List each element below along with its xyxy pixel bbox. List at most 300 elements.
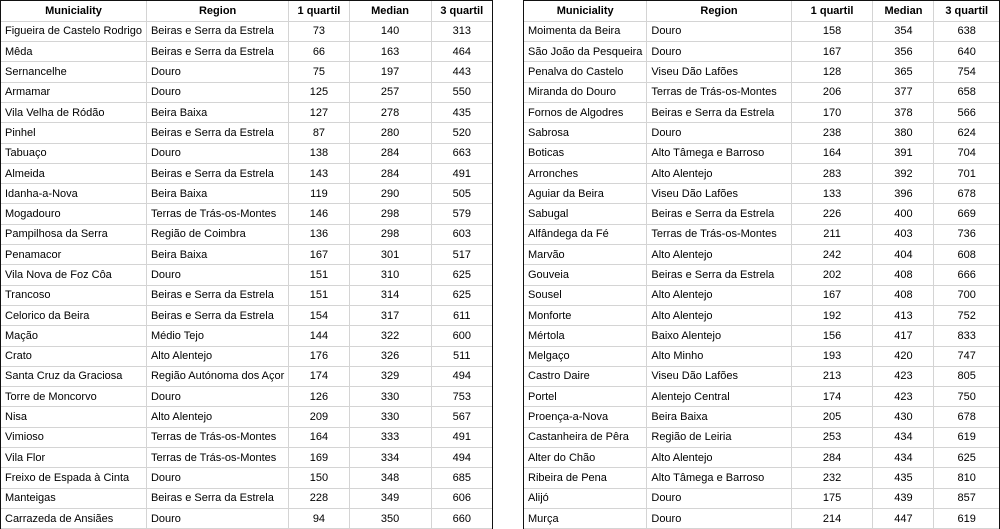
cell-region[interactable]: Alto Alentejo	[647, 285, 791, 305]
cell-region[interactable]: Baixo Alentejo	[647, 326, 791, 346]
cell-q3[interactable]: 464	[431, 42, 492, 62]
cell-median[interactable]: 257	[349, 82, 431, 102]
cell-municipality[interactable]: Alter do Chão	[524, 448, 647, 468]
table-row	[1, 508, 492, 528]
cell-median[interactable]: 197	[349, 62, 431, 82]
cell-q3[interactable]: 754	[934, 62, 999, 82]
cell-region[interactable]: Viseu Dão Lafões	[647, 184, 791, 204]
header-row	[1, 1, 492, 21]
cell-region[interactable]: Região de Coimbra	[146, 224, 288, 244]
cell-region[interactable]: Beira Baixa	[146, 102, 288, 122]
cell-municipality[interactable]: Aguiar da Beira	[524, 184, 647, 204]
table-row	[524, 407, 999, 427]
cell-municipality[interactable]: Sabrosa	[524, 123, 647, 143]
cell-region[interactable]: Beiras e Serra da Estrela	[146, 488, 288, 508]
cell-median[interactable]: 378	[873, 102, 934, 122]
cell-q1[interactable]: 167	[791, 42, 873, 62]
cell-q1[interactable]: 232	[791, 468, 873, 488]
cell-region[interactable]: Beiras e Serra da Estrela	[146, 305, 288, 325]
cell-municipality[interactable]: Sabugal	[524, 204, 647, 224]
table-row	[524, 102, 999, 122]
cell-region[interactable]: Região de Leiria	[647, 427, 791, 447]
cell-municipality[interactable]: Almeida	[1, 163, 146, 183]
cell-q3[interactable]: 494	[431, 448, 492, 468]
cell-municipality[interactable]: Vimioso	[1, 427, 146, 447]
cell-median[interactable]: 439	[873, 488, 934, 508]
cell-q3[interactable]: 701	[934, 163, 999, 183]
cell-q3[interactable]: 663	[431, 143, 492, 163]
cell-q1[interactable]: 164	[289, 427, 349, 447]
cell-q1[interactable]: 174	[791, 387, 873, 407]
cell-region[interactable]: Beiras e Serra da Estrela	[146, 123, 288, 143]
table-row	[524, 366, 999, 386]
cell-q3[interactable]: 567	[431, 407, 492, 427]
cell-municipality[interactable]: Celorico da Beira	[1, 305, 146, 325]
cell-q3[interactable]: 833	[934, 326, 999, 346]
column-header-region[interactable]: Region	[146, 1, 288, 21]
cell-median[interactable]: 354	[873, 21, 934, 41]
column-header-q1[interactable]: 1 quartil	[289, 1, 349, 21]
cell-q3[interactable]: 658	[934, 82, 999, 102]
cell-q3[interactable]: 857	[934, 488, 999, 508]
cell-municipality[interactable]: Boticas	[524, 143, 647, 163]
table-row	[524, 123, 999, 143]
cell-municipality[interactable]: Fornos de Algodres	[524, 102, 647, 122]
table-row	[524, 21, 999, 41]
cell-region[interactable]: Alto Alentejo	[647, 448, 791, 468]
cell-q1[interactable]: 143	[289, 163, 349, 183]
cell-municipality[interactable]: Ribeira de Pena	[524, 468, 647, 488]
cell-region[interactable]: Beira Baixa	[146, 245, 288, 265]
table-row	[1, 245, 492, 265]
cell-q3[interactable]: 600	[431, 326, 492, 346]
cell-q3[interactable]: 810	[934, 468, 999, 488]
cell-region[interactable]: Douro	[146, 265, 288, 285]
cell-region[interactable]: Alto Alentejo	[647, 305, 791, 325]
cell-q1[interactable]: 94	[289, 508, 349, 528]
cell-median[interactable]: 284	[349, 143, 431, 163]
table-row	[1, 468, 492, 488]
cell-median[interactable]: 434	[873, 448, 934, 468]
cell-region[interactable]: Douro	[647, 508, 791, 528]
cell-q1[interactable]: 146	[289, 204, 349, 224]
cell-q1[interactable]: 75	[289, 62, 349, 82]
cell-median[interactable]: 417	[873, 326, 934, 346]
cell-median[interactable]: 430	[873, 407, 934, 427]
cell-municipality[interactable]: Castro Daire	[524, 366, 647, 386]
column-header-municipality[interactable]: Municiality	[524, 1, 647, 21]
cell-region[interactable]: Viseu Dão Lafões	[647, 62, 791, 82]
cell-q3[interactable]: 747	[934, 346, 999, 366]
cell-median[interactable]: 400	[873, 204, 934, 224]
cell-municipality[interactable]: Castanheira de Pêra	[524, 427, 647, 447]
cell-region[interactable]: Douro	[146, 468, 288, 488]
table-row	[1, 163, 492, 183]
cell-q1[interactable]: 133	[791, 184, 873, 204]
table-row	[1, 326, 492, 346]
cell-region[interactable]: Douro	[146, 82, 288, 102]
cell-municipality[interactable]: Tabuaço	[1, 143, 146, 163]
cell-municipality[interactable]: Marvão	[524, 245, 647, 265]
cell-q1[interactable]: 214	[791, 508, 873, 528]
cell-region[interactable]: Região Autónoma dos Açor	[146, 366, 288, 386]
cell-municipality[interactable]: Manteigas	[1, 488, 146, 508]
cell-q3[interactable]: 494	[431, 366, 492, 386]
cell-median[interactable]: 290	[349, 184, 431, 204]
cell-region[interactable]: Beiras e Serra da Estrela	[647, 265, 791, 285]
cell-median[interactable]: 301	[349, 245, 431, 265]
cell-municipality[interactable]: Torre de Moncorvo	[1, 387, 146, 407]
cell-median[interactable]: 329	[349, 366, 431, 386]
cell-region[interactable]: Terras de Trás-os-Montes	[146, 204, 288, 224]
cell-q1[interactable]: 176	[289, 346, 349, 366]
cell-q3[interactable]: 638	[934, 21, 999, 41]
column-header-median[interactable]: Median	[349, 1, 431, 21]
cell-q3[interactable]: 736	[934, 224, 999, 244]
cell-municipality[interactable]: Alijó	[524, 488, 647, 508]
cell-q1[interactable]: 144	[289, 326, 349, 346]
cell-municipality[interactable]: Armamar	[1, 82, 146, 102]
cell-q3[interactable]: 678	[934, 184, 999, 204]
right-table-panel	[523, 0, 1000, 529]
cell-q1[interactable]: 151	[289, 265, 349, 285]
cell-q1[interactable]: 226	[791, 204, 873, 224]
cell-region[interactable]: Beiras e Serra da Estrela	[146, 42, 288, 62]
cell-municipality[interactable]: Sousel	[524, 285, 647, 305]
cell-q3[interactable]: 611	[431, 305, 492, 325]
cell-q3[interactable]: 443	[431, 62, 492, 82]
cell-q1[interactable]: 211	[791, 224, 873, 244]
cell-q3[interactable]: 313	[431, 21, 492, 41]
table-row	[1, 224, 492, 244]
cell-q1[interactable]: 284	[791, 448, 873, 468]
cell-q1[interactable]: 119	[289, 184, 349, 204]
cell-region[interactable]: Beiras e Serra da Estrela	[647, 204, 791, 224]
cell-region[interactable]: Douro	[146, 62, 288, 82]
cell-municipality[interactable]: Santa Cruz da Graciosa	[1, 366, 146, 386]
cell-median[interactable]: 330	[349, 407, 431, 427]
cell-region[interactable]: Terras de Trás-os-Montes	[146, 448, 288, 468]
cell-municipality[interactable]: Figueira de Castelo Rodrigo	[1, 21, 146, 41]
left-table-panel	[0, 0, 493, 529]
column-header-q3[interactable]: 3 quartil	[431, 1, 492, 21]
cell-median[interactable]: 348	[349, 468, 431, 488]
cell-region[interactable]: Beiras e Serra da Estrela	[647, 102, 791, 122]
cell-q1[interactable]: 253	[791, 427, 873, 447]
cell-median[interactable]: 392	[873, 163, 934, 183]
cell-q1[interactable]: 125	[289, 82, 349, 102]
cell-region[interactable]: Beiras e Serra da Estrela	[146, 21, 288, 41]
cell-median[interactable]: 434	[873, 427, 934, 447]
cell-municipality[interactable]: Sernancelhe	[1, 62, 146, 82]
table-row	[524, 82, 999, 102]
cell-median[interactable]: 298	[349, 224, 431, 244]
cell-q1[interactable]: 206	[791, 82, 873, 102]
cell-region[interactable]: Alto Tâmega e Barroso	[647, 143, 791, 163]
cell-median[interactable]: 163	[349, 42, 431, 62]
cell-municipality[interactable]: Miranda do Douro	[524, 82, 647, 102]
cell-municipality[interactable]: Mogadouro	[1, 204, 146, 224]
cell-municipality[interactable]: Monforte	[524, 305, 647, 325]
table-row	[1, 366, 492, 386]
cell-q1[interactable]: 283	[791, 163, 873, 183]
cell-median[interactable]: 408	[873, 265, 934, 285]
cell-municipality[interactable]: Portel	[524, 387, 647, 407]
cell-q3[interactable]: 805	[934, 366, 999, 386]
cell-median[interactable]: 423	[873, 366, 934, 386]
cell-q3[interactable]: 603	[431, 224, 492, 244]
table-row	[524, 204, 999, 224]
cell-median[interactable]: 396	[873, 184, 934, 204]
cell-median[interactable]: 298	[349, 204, 431, 224]
cell-median[interactable]: 314	[349, 285, 431, 305]
table-row	[524, 468, 999, 488]
table-row	[1, 143, 492, 163]
table-row	[1, 427, 492, 447]
cell-q3[interactable]: 685	[431, 468, 492, 488]
cell-median[interactable]: 322	[349, 326, 431, 346]
cell-municipality[interactable]: Mação	[1, 326, 146, 346]
table-row	[524, 285, 999, 305]
cell-q1[interactable]: 127	[289, 102, 349, 122]
cell-region[interactable]: Alentejo Central	[647, 387, 791, 407]
cell-municipality[interactable]: Gouveia	[524, 265, 647, 285]
cell-region[interactable]: Beiras e Serra da Estrela	[146, 285, 288, 305]
cell-q1[interactable]: 73	[289, 21, 349, 41]
cell-median[interactable]: 278	[349, 102, 431, 122]
cell-q3[interactable]: 625	[431, 265, 492, 285]
cell-q3[interactable]: 660	[431, 508, 492, 528]
cell-q3[interactable]: 619	[934, 508, 999, 528]
table-row	[524, 488, 999, 508]
cell-q1[interactable]: 136	[289, 224, 349, 244]
cell-municipality[interactable]: Vila Flor	[1, 448, 146, 468]
column-header-q3[interactable]: 3 quartil	[934, 1, 999, 21]
cell-q1[interactable]: 158	[791, 21, 873, 41]
cell-municipality[interactable]: Mêda	[1, 42, 146, 62]
cell-region[interactable]: Douro	[146, 143, 288, 163]
table-row	[1, 184, 492, 204]
cell-q1[interactable]: 170	[791, 102, 873, 122]
cell-q3[interactable]: 435	[431, 102, 492, 122]
cell-q3[interactable]: 625	[934, 448, 999, 468]
cell-q1[interactable]: 174	[289, 366, 349, 386]
cell-median[interactable]: 356	[873, 42, 934, 62]
cell-median[interactable]: 140	[349, 21, 431, 41]
cell-median[interactable]: 365	[873, 62, 934, 82]
table-row	[524, 42, 999, 62]
column-header-q1[interactable]: 1 quartil	[791, 1, 873, 21]
table-row	[524, 448, 999, 468]
cell-q3[interactable]: 678	[934, 407, 999, 427]
cell-municipality[interactable]: Trancoso	[1, 285, 146, 305]
cell-q3[interactable]: 520	[431, 123, 492, 143]
cell-region[interactable]: Alto Tâmega e Barroso	[647, 468, 791, 488]
cell-municipality[interactable]: Pampilhosa da Serra	[1, 224, 146, 244]
cell-q3[interactable]: 624	[934, 123, 999, 143]
column-header-region[interactable]: Region	[647, 1, 791, 21]
cell-q1[interactable]: 150	[289, 468, 349, 488]
cell-q3[interactable]: 606	[431, 488, 492, 508]
cell-q1[interactable]: 87	[289, 123, 349, 143]
table-row	[524, 265, 999, 285]
table-row	[1, 62, 492, 82]
cell-region[interactable]: Douro	[647, 42, 791, 62]
cell-q1[interactable]: 151	[289, 285, 349, 305]
cell-q1[interactable]: 213	[791, 366, 873, 386]
cell-q1[interactable]: 242	[791, 245, 873, 265]
cell-region[interactable]: Alto Alentejo	[647, 245, 791, 265]
cell-q1[interactable]: 154	[289, 305, 349, 325]
cell-median[interactable]: 280	[349, 123, 431, 143]
cell-q3[interactable]: 700	[934, 285, 999, 305]
cell-region[interactable]: Beira Baixa	[146, 184, 288, 204]
cell-median[interactable]: 317	[349, 305, 431, 325]
table-row	[1, 346, 492, 366]
cell-median[interactable]: 350	[349, 508, 431, 528]
cell-q3[interactable]: 619	[934, 427, 999, 447]
cell-median[interactable]: 435	[873, 468, 934, 488]
cell-q1[interactable]: 66	[289, 42, 349, 62]
cell-region[interactable]: Douro	[146, 508, 288, 528]
cell-q3[interactable]: 753	[431, 387, 492, 407]
cell-region[interactable]: Beira Baixa	[647, 407, 791, 427]
cell-q3[interactable]: 625	[431, 285, 492, 305]
cell-municipality[interactable]: Freixo de Espada à Cinta	[1, 468, 146, 488]
cell-q3[interactable]: 704	[934, 143, 999, 163]
cell-region[interactable]: Douro	[647, 21, 791, 41]
cell-median[interactable]: 447	[873, 508, 934, 528]
cell-q3[interactable]: 750	[934, 387, 999, 407]
cell-q3[interactable]: 517	[431, 245, 492, 265]
table-row	[1, 407, 492, 427]
cell-municipality[interactable]: Moimenta da Beira	[524, 21, 647, 41]
cell-median[interactable]: 403	[873, 224, 934, 244]
cell-q1[interactable]: 138	[289, 143, 349, 163]
cell-municipality[interactable]: Murça	[524, 508, 647, 528]
cell-region[interactable]: Beiras e Serra da Estrela	[146, 163, 288, 183]
cell-region[interactable]: Médio Tejo	[146, 326, 288, 346]
cell-q1[interactable]: 128	[791, 62, 873, 82]
cell-median[interactable]: 420	[873, 346, 934, 366]
table-row	[1, 285, 492, 305]
cell-municipality[interactable]: Penamacor	[1, 245, 146, 265]
cell-municipality[interactable]: Crato	[1, 346, 146, 366]
cell-region[interactable]: Viseu Dão Lafões	[647, 366, 791, 386]
cell-municipality[interactable]: Pinhel	[1, 123, 146, 143]
cell-municipality[interactable]: Proença-a-Nova	[524, 407, 647, 427]
table-row	[1, 265, 492, 285]
cell-q1[interactable]: 209	[289, 407, 349, 427]
cell-q3[interactable]: 491	[431, 427, 492, 447]
cell-q3[interactable]: 550	[431, 82, 492, 102]
cell-median[interactable]: 413	[873, 305, 934, 325]
table-row	[1, 204, 492, 224]
cell-q3[interactable]: 566	[934, 102, 999, 122]
cell-municipality[interactable]: Vila Velha de Ródão	[1, 102, 146, 122]
table-row	[1, 42, 492, 62]
cell-median[interactable]: 391	[873, 143, 934, 163]
cell-q3[interactable]: 579	[431, 204, 492, 224]
cell-q1[interactable]: 164	[791, 143, 873, 163]
cell-median[interactable]: 284	[349, 163, 431, 183]
cell-median[interactable]: 380	[873, 123, 934, 143]
cell-median[interactable]: 310	[349, 265, 431, 285]
cell-q1[interactable]: 175	[791, 488, 873, 508]
cell-municipality[interactable]: Alfândega da Fé	[524, 224, 647, 244]
cell-median[interactable]: 349	[349, 488, 431, 508]
left-data-table	[1, 1, 492, 529]
cell-q1[interactable]: 167	[289, 245, 349, 265]
cell-q1[interactable]: 202	[791, 265, 873, 285]
cell-municipality[interactable]: Arronches	[524, 163, 647, 183]
table-row	[1, 305, 492, 325]
cell-median[interactable]: 404	[873, 245, 934, 265]
cell-q1[interactable]: 126	[289, 387, 349, 407]
table-row	[524, 62, 999, 82]
cell-region[interactable]: Alto Minho	[647, 346, 791, 366]
cell-q3[interactable]: 511	[431, 346, 492, 366]
cell-region[interactable]: Douro	[146, 387, 288, 407]
cell-q1[interactable]: 193	[791, 346, 873, 366]
cell-median[interactable]: 330	[349, 387, 431, 407]
cell-municipality[interactable]: Nisa	[1, 407, 146, 427]
cell-municipality[interactable]: Idanha-a-Nova	[1, 184, 146, 204]
cell-region[interactable]: Alto Alentejo	[146, 407, 288, 427]
cell-region[interactable]: Douro	[647, 123, 791, 143]
cell-q1[interactable]: 228	[289, 488, 349, 508]
cell-q1[interactable]: 169	[289, 448, 349, 468]
table-row	[524, 387, 999, 407]
cell-median[interactable]: 408	[873, 285, 934, 305]
cell-municipality[interactable]: Penalva do Castelo	[524, 62, 647, 82]
cell-median[interactable]: 423	[873, 387, 934, 407]
cell-q1[interactable]: 238	[791, 123, 873, 143]
cell-region[interactable]: Douro	[647, 488, 791, 508]
cell-median[interactable]: 333	[349, 427, 431, 447]
cell-q3[interactable]: 752	[934, 305, 999, 325]
cell-q3[interactable]: 491	[431, 163, 492, 183]
cell-q3[interactable]: 669	[934, 204, 999, 224]
cell-municipality[interactable]: Carrazeda de Ansiães	[1, 508, 146, 528]
table-row	[524, 163, 999, 183]
cell-municipality[interactable]: Mértola	[524, 326, 647, 346]
table-row	[524, 326, 999, 346]
cell-region[interactable]: Terras de Trás-os-Montes	[146, 427, 288, 447]
cell-q1[interactable]: 205	[791, 407, 873, 427]
cell-q3[interactable]: 505	[431, 184, 492, 204]
cell-median[interactable]: 326	[349, 346, 431, 366]
cell-median[interactable]: 377	[873, 82, 934, 102]
cell-municipality[interactable]: Vila Nova de Foz Côa	[1, 265, 146, 285]
cell-region[interactable]: Terras de Trás-os-Montes	[647, 224, 791, 244]
cell-q1[interactable]: 167	[791, 285, 873, 305]
cell-q1[interactable]: 156	[791, 326, 873, 346]
cell-q3[interactable]: 608	[934, 245, 999, 265]
cell-region[interactable]: Terras de Trás-os-Montes	[647, 82, 791, 102]
cell-region[interactable]: Alto Alentejo	[146, 346, 288, 366]
table-row	[524, 143, 999, 163]
cell-q1[interactable]: 192	[791, 305, 873, 325]
column-header-municipality[interactable]: Municiality	[1, 1, 146, 21]
cell-q3[interactable]: 666	[934, 265, 999, 285]
cell-region[interactable]: Alto Alentejo	[647, 163, 791, 183]
column-header-median[interactable]: Median	[873, 1, 934, 21]
cell-municipality[interactable]: São João da Pesqueira	[524, 42, 647, 62]
cell-median[interactable]: 334	[349, 448, 431, 468]
cell-q3[interactable]: 640	[934, 42, 999, 62]
cell-municipality[interactable]: Melgaço	[524, 346, 647, 366]
